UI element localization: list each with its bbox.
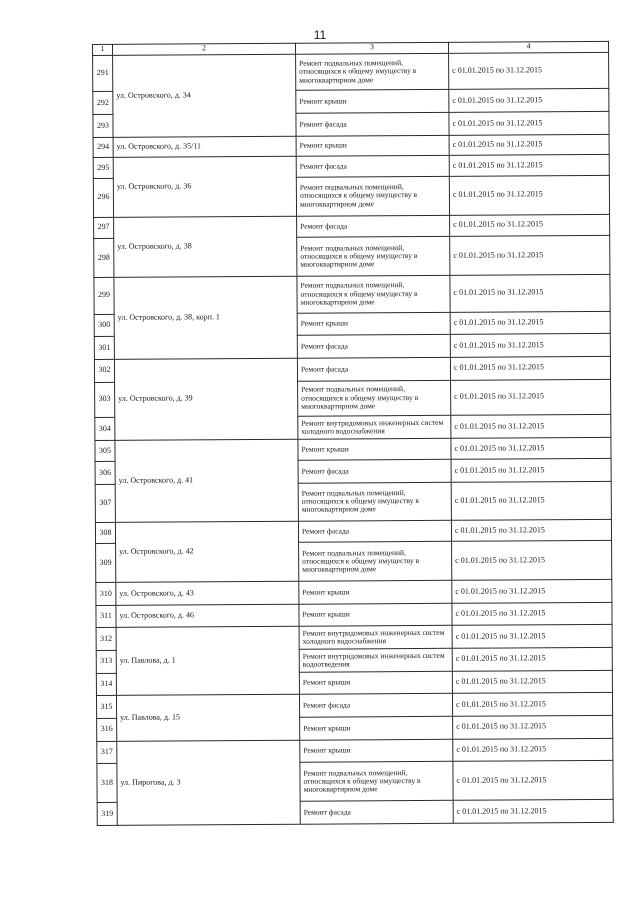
work-type-cell: Ремонт крыши [300, 739, 453, 763]
page-number: 11 [313, 28, 327, 42]
work-type-cell: Ремонт крыши [300, 716, 453, 740]
period-cell: с 01.01.2015 по 31.12.2015 [452, 670, 612, 694]
row-number: 315 [96, 696, 116, 719]
row-number: 312 [96, 628, 116, 651]
period-cell: с 01.01.2015 по 31.12.2015 [449, 175, 609, 215]
work-type-cell: Ремонт крыши [299, 671, 452, 695]
work-type-cell: Ремонт фасада [300, 800, 453, 824]
row-number: 310 [96, 582, 116, 605]
period-cell: с 01.01.2015 по 31.12.2015 [450, 274, 610, 312]
period-cell: с 01.01.2015 по 31.12.2015 [451, 437, 611, 460]
row-number: 319 [97, 802, 117, 825]
row-number: 302 [94, 359, 114, 382]
row-number: 311 [96, 605, 116, 628]
row-number: 313 [96, 650, 116, 673]
work-type-cell: Ремонт крыши [296, 90, 449, 114]
column-header: 2 [113, 43, 296, 55]
period-cell: с 01.01.2015 по 31.12.2015 [451, 379, 611, 416]
address-cell: ул. Островского, д. 38, корп. 1 [114, 276, 297, 359]
table-row [95, 519, 611, 544]
period-cell: с 01.01.2015 по 31.12.2015 [453, 761, 613, 801]
period-cell: с 01.01.2015 по 31.12.2015 [449, 134, 609, 155]
table-row [94, 356, 610, 382]
row-number: 306 [95, 462, 115, 485]
work-type-cell: Ремонт подвальных помещений, относящихся к общему имуществу в многоквартирном доме [299, 542, 452, 582]
work-type-cell: Ремонт внутридомовых инженерных систем холодного водоснабжения [299, 626, 452, 650]
work-type-cell: Ремонт подвальных помещений, относящихся к общему имуществу в многоквартирном доме [297, 275, 450, 313]
address-cell: ул. Островского, д. 39 [114, 358, 297, 440]
work-type-cell: Ремонт фасада [297, 357, 450, 381]
period-cell: с 01.01.2015 по 31.12.2015 [451, 414, 611, 438]
row-number: 308 [95, 522, 115, 544]
period-cell: с 01.01.2015 по 31.12.2015 [451, 481, 611, 520]
table-row [94, 214, 610, 239]
row-number: 296 [93, 178, 113, 217]
period-cell: с 01.01.2015 по 31.12.2015 [451, 519, 611, 542]
row-number: 291 [93, 55, 113, 92]
row-number: 292 [93, 92, 113, 115]
row-number: 317 [97, 741, 117, 764]
address-cell: ул. Островского, д. 43 [116, 581, 299, 605]
table-row [96, 625, 612, 651]
work-type-cell: Ремонт внутридомовых инженерных систем водоотведения [299, 648, 452, 672]
row-number: 318 [97, 764, 117, 803]
work-type-cell: Ремонт фасада [299, 694, 452, 718]
work-type-cell: Ремонт фасада [298, 520, 451, 542]
table-row [96, 693, 612, 719]
table-row [96, 579, 612, 605]
period-cell: с 01.01.2015 по 31.12.2015 [449, 111, 609, 135]
address-cell: ул. Островского, д. 36 [113, 156, 296, 216]
address-cell: ул. Островского, д. 41 [115, 439, 298, 522]
row-number: 309 [96, 544, 116, 583]
period-cell: с 01.01.2015 по 31.12.2015 [449, 52, 609, 90]
row-number: 297 [94, 217, 114, 239]
period-cell: с 01.01.2015 по 31.12.2015 [453, 738, 613, 762]
row-number: 295 [93, 158, 113, 179]
work-type-cell: Ремонт крыши [298, 438, 451, 460]
work-type-cell: Ремонт крыши [299, 580, 452, 604]
work-type-cell: Ремонт внутридомовых инженерных систем холодного водоснабжения [298, 415, 451, 439]
work-type-cell: Ремонт фасада [297, 215, 450, 237]
table-row [94, 274, 610, 314]
repair-schedule-table [92, 41, 614, 826]
table-row [93, 52, 609, 92]
period-cell: с 01.01.2015 по 31.12.2015 [449, 89, 609, 113]
period-cell: с 01.01.2015 по 31.12.2015 [451, 459, 611, 483]
work-type-cell: Ремонт фасада [296, 112, 449, 136]
row-number: 300 [94, 314, 114, 337]
period-cell: с 01.01.2015 по 31.12.2015 [452, 693, 612, 717]
column-header: 4 [448, 41, 608, 53]
period-cell: с 01.01.2015 по 31.12.2015 [450, 334, 610, 358]
address-cell: ул. Островского, д. 42 [115, 521, 298, 583]
period-cell: с 01.01.2015 по 31.12.2015 [453, 715, 613, 739]
period-cell: с 01.01.2015 по 31.12.2015 [449, 155, 609, 176]
period-cell: с 01.01.2015 по 31.12.2015 [450, 311, 610, 335]
work-type-cell: Ремонт фасада [296, 156, 449, 177]
period-cell: с 01.01.2015 по 31.12.2015 [452, 579, 612, 603]
period-cell: с 01.01.2015 по 31.12.2015 [452, 602, 612, 626]
work-type-cell: Ремонт подвальных помещений, относящихся к общему имуществу в многоквартирном доме [300, 762, 453, 802]
period-cell: с 01.01.2015 по 31.12.2015 [450, 235, 610, 275]
work-type-cell: Ремонт подвальных помещений, относящихся к общему имуществу в многоквартирном доме [296, 53, 449, 91]
work-type-cell: Ремонт фасада [298, 460, 451, 484]
period-cell: с 01.01.2015 по 31.12.2015 [450, 356, 610, 380]
period-cell: с 01.01.2015 по 31.12.2015 [453, 799, 613, 823]
row-number: 307 [95, 484, 115, 522]
address-cell: ул. Островского, д. 46 [116, 604, 299, 628]
work-type-cell: Ремонт подвальных помещений, относящихся к общему имуществу в многоквартирном доме [298, 482, 451, 521]
table-body [93, 41, 614, 825]
table-row [97, 738, 613, 764]
work-type-cell: Ремонт крыши [297, 312, 450, 336]
row-number: 305 [95, 440, 115, 462]
period-cell: с 01.01.2015 по 31.12.2015 [452, 647, 612, 671]
row-number: 304 [95, 417, 115, 440]
row-number: 299 [94, 277, 114, 314]
table-row [95, 437, 611, 462]
period-cell: с 01.01.2015 по 31.12.2015 [450, 214, 610, 237]
address-cell: ул. Павлова, д. 1 [116, 627, 299, 696]
address-cell: ул. Островского, д. 38 [114, 216, 297, 278]
work-type-cell: Ремонт подвальных помещений, относящихся к общему имуществу в многоквартирном доме [296, 176, 449, 216]
period-cell: с 01.01.2015 по 31.12.2015 [452, 541, 612, 581]
row-number: 298 [94, 238, 114, 277]
row-number: 294 [93, 137, 113, 158]
row-number: 303 [95, 382, 115, 418]
work-type-cell: Ремонт подвальных помещений, относящихся к общему имуществу в многоквартирном доме [297, 236, 450, 276]
column-header: 1 [93, 44, 113, 55]
address-cell: ул. Пирогова, д. 3 [117, 740, 301, 826]
work-type-cell: Ремонт фасада [297, 335, 450, 359]
address-cell: ул. Островского, д. 35/11 [113, 136, 296, 158]
period-cell: с 01.01.2015 по 31.12.2015 [452, 625, 612, 649]
row-number: 301 [94, 337, 114, 360]
address-cell: ул. Павлова, д. 15 [116, 695, 299, 741]
work-type-cell: Ремонт крыши [296, 135, 449, 156]
column-header: 3 [295, 42, 448, 54]
address-cell: ул. Островского, д. 34 [113, 54, 296, 137]
work-type-cell: Ремонт крыши [299, 603, 452, 627]
table-row [96, 602, 612, 628]
work-type-cell: Ремонт подвальных помещений, относящихся к общему имуществу в многоквартирном доме [298, 380, 451, 417]
row-number: 316 [97, 718, 117, 741]
row-number: 314 [96, 673, 116, 696]
row-number: 293 [93, 114, 113, 137]
